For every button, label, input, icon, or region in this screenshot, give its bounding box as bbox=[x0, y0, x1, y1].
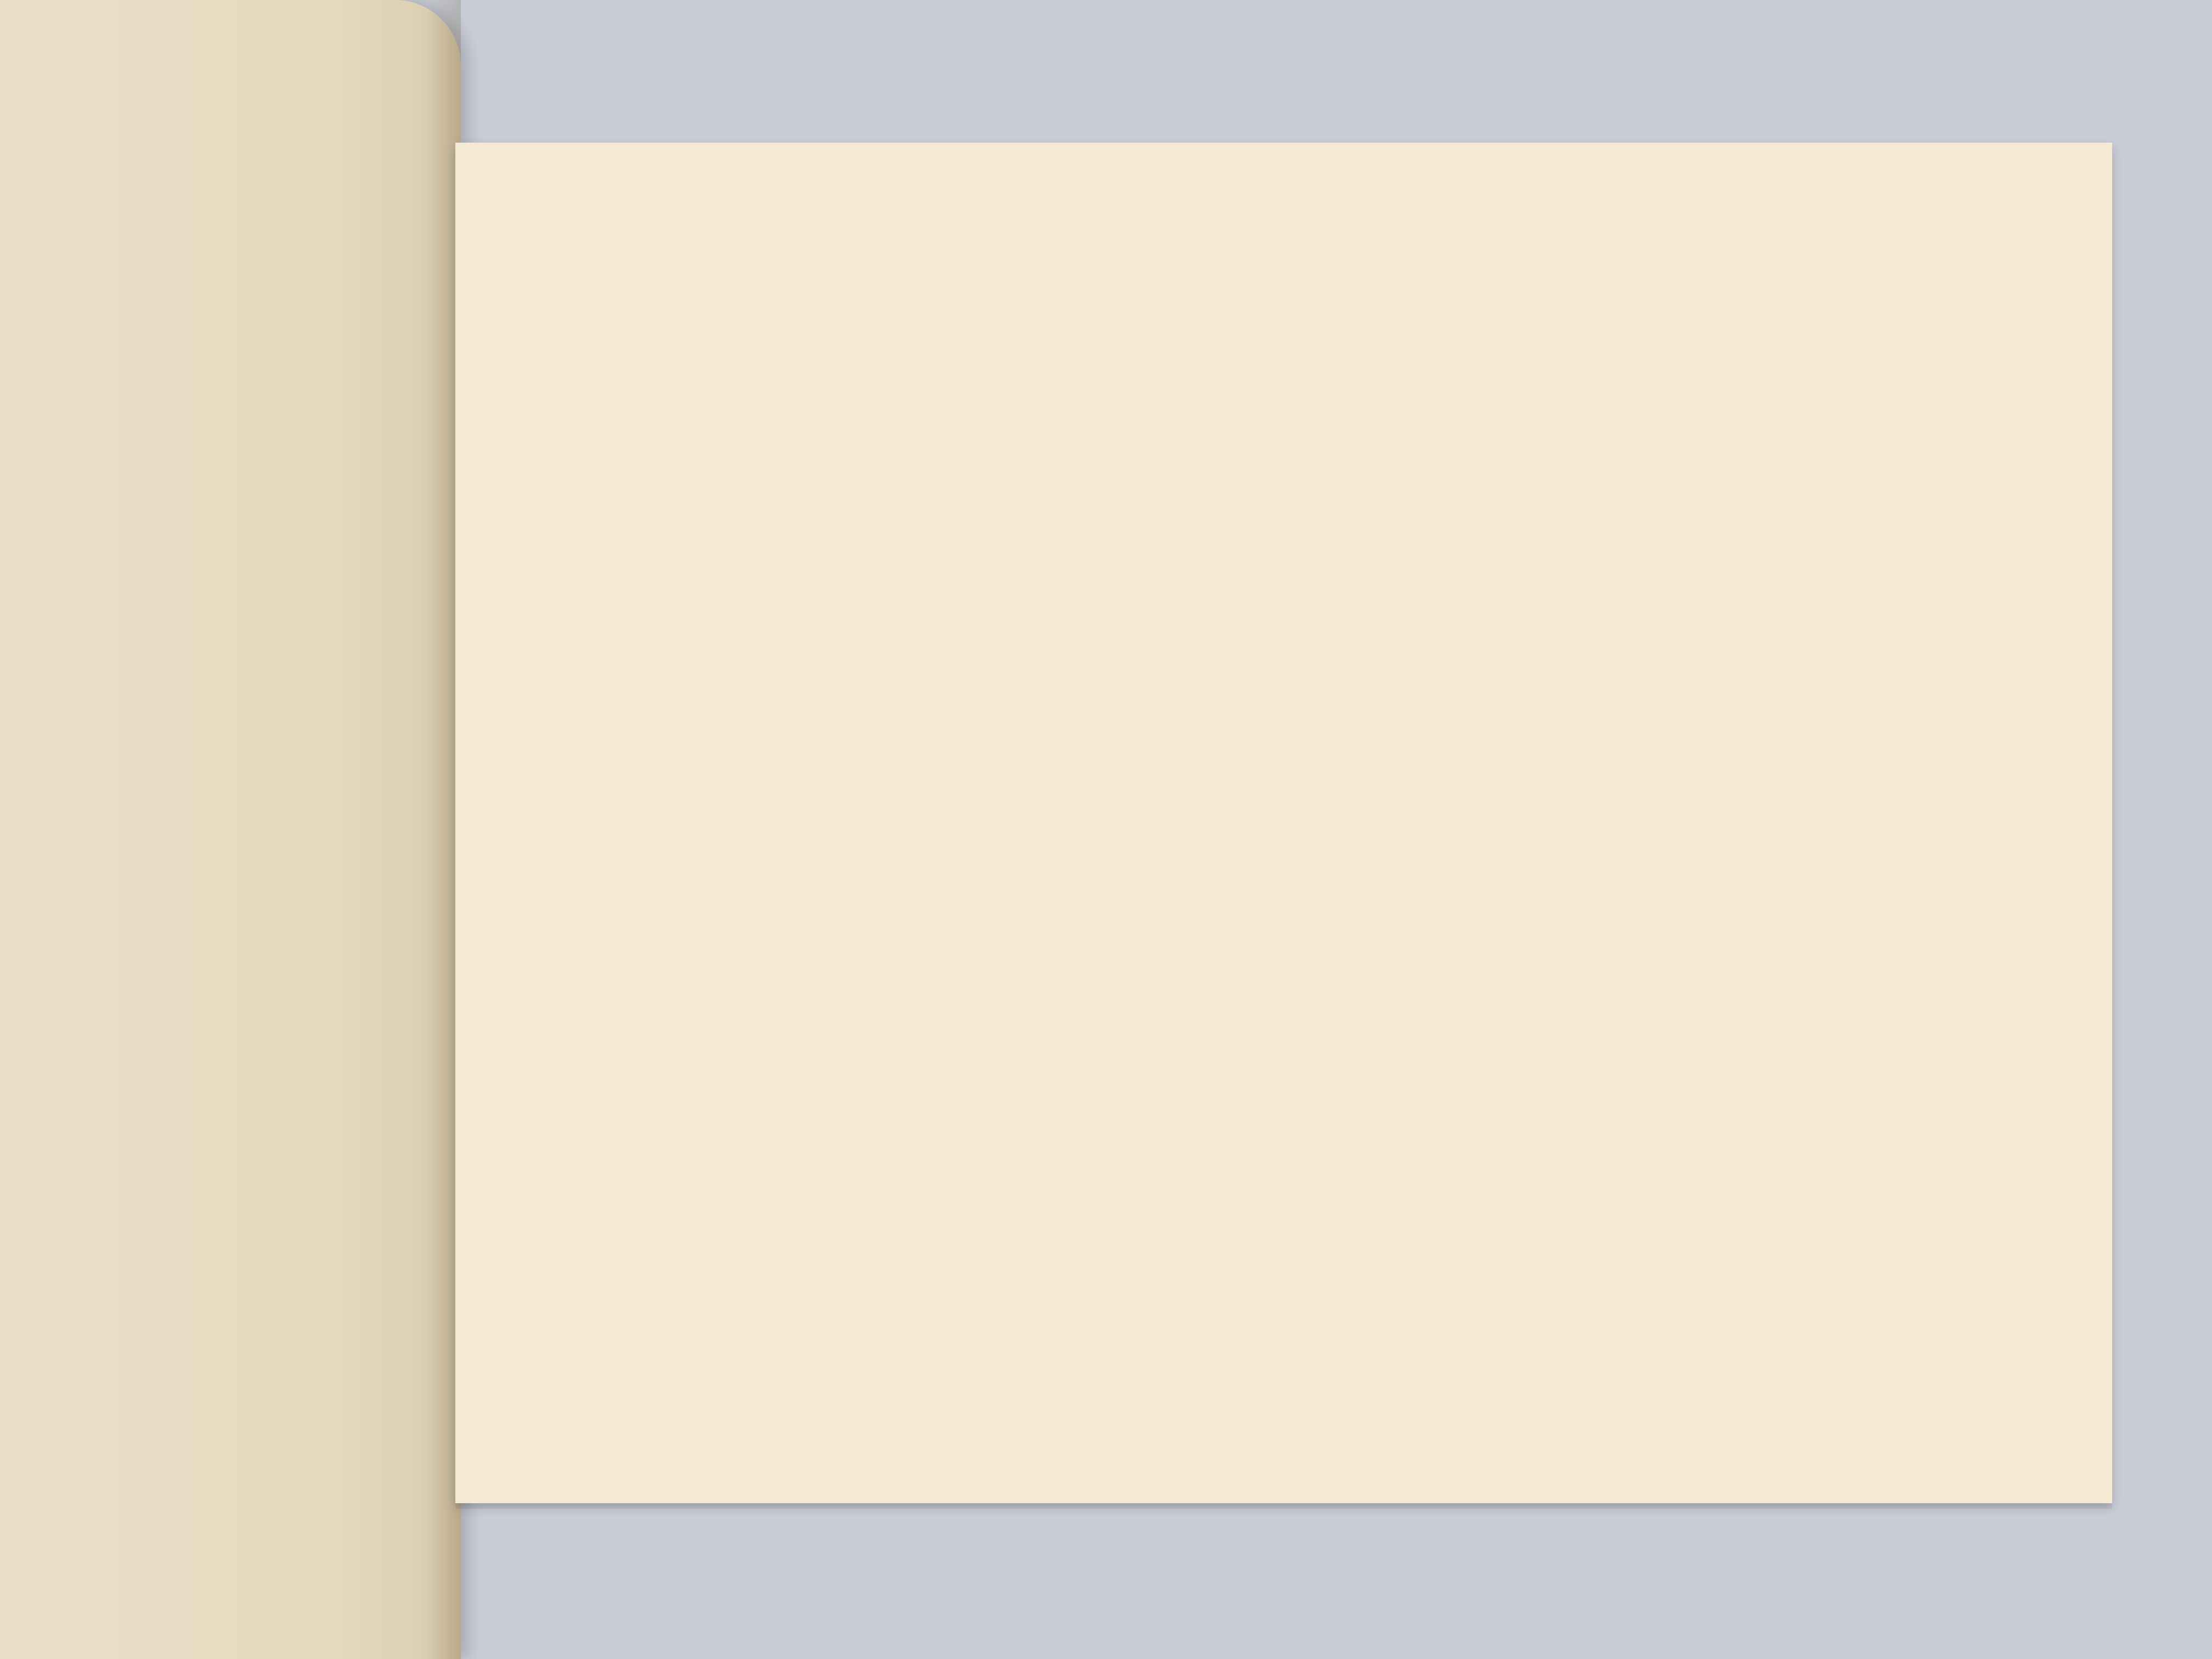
typed-document-page bbox=[455, 143, 2112, 1503]
left-book-page bbox=[0, 0, 461, 1659]
